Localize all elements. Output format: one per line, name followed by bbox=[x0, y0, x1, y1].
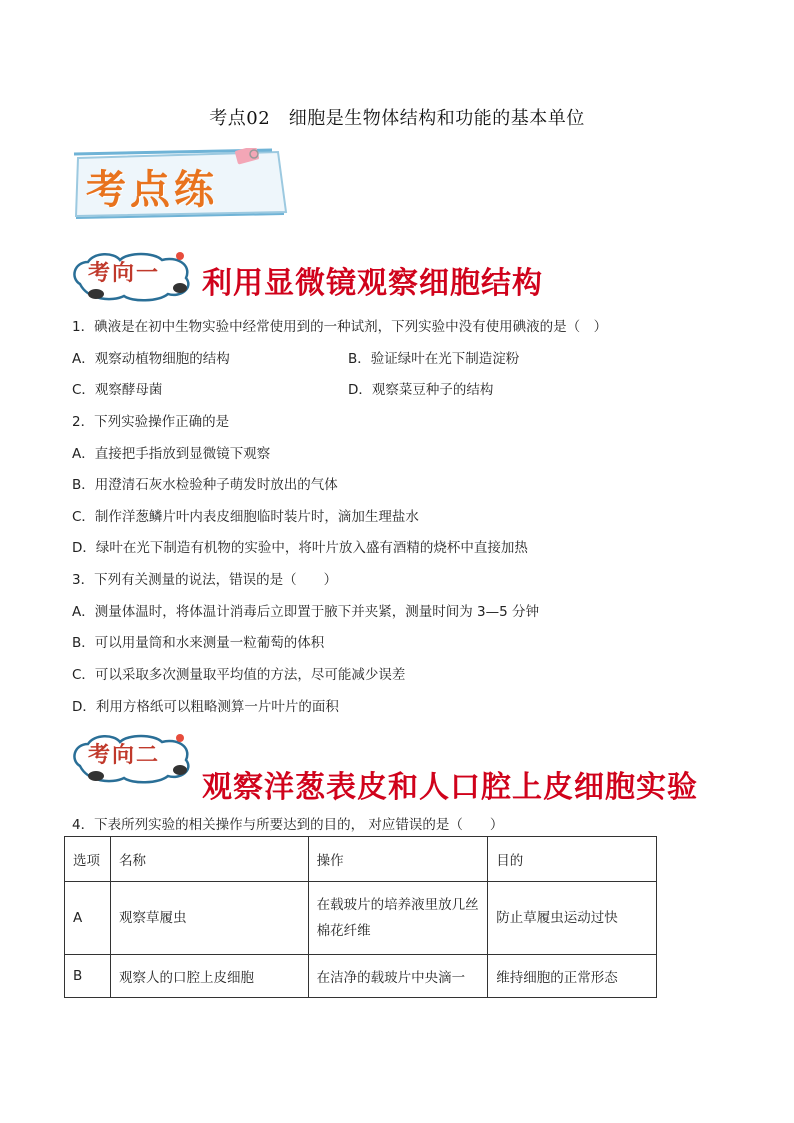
question-option: B．可以用量筒和水来测量一粒葡萄的体积 bbox=[72, 635, 325, 651]
question-option: D．绿叶在光下制造有机物的实验中，将叶片放入盛有酒精的烧杯中直接加热 bbox=[72, 540, 528, 556]
experiment-table bbox=[64, 836, 657, 998]
section-badge-1 bbox=[68, 248, 198, 306]
question-option: B．用澄清石灰水检验种子萌发时放出的气体 bbox=[72, 477, 338, 493]
table-header-cell: 名称 bbox=[110, 837, 308, 882]
table-cell: 在载玻片的培养液里放几丝棉花纤维 bbox=[308, 882, 488, 955]
question-stem: 3．下列有关测量的说法，错误的是（ ） bbox=[72, 572, 338, 588]
table-header-row bbox=[65, 837, 657, 882]
table-cell: 观察草履虫 bbox=[110, 882, 308, 955]
table-cell: 防止草履虫运动过快 bbox=[488, 882, 657, 955]
table-cell: 在洁净的载玻片中央滴一 bbox=[308, 955, 488, 998]
question-stem: 4．下表所列实验的相关操作与所要达到的目的， 对应错误的是（ ） bbox=[72, 817, 504, 833]
table-header-cell: 选项 bbox=[65, 837, 111, 882]
table-row bbox=[65, 955, 657, 998]
section-badge-label: 考向一 bbox=[88, 260, 161, 286]
question-option: C．制作洋葱鳞片叶内表皮细胞临时装片时，滴加生理盐水 bbox=[72, 509, 419, 525]
section-badge-label: 考向二 bbox=[88, 742, 161, 768]
question-option: A．直接把手指放到显微镜下观察 bbox=[72, 446, 271, 462]
page-title: 考点02 细胞是生物体结构和功能的基本单位 bbox=[209, 108, 585, 129]
question-option: C．观察酵母菌 bbox=[72, 382, 163, 398]
table-header-cell: 目的 bbox=[488, 837, 657, 882]
question-option: A．观察动植物细胞的结构 bbox=[72, 351, 230, 367]
table-row bbox=[65, 882, 657, 955]
question-option: B．验证绿叶在光下制造淀粉 bbox=[348, 351, 520, 367]
section-badge-2 bbox=[68, 730, 198, 788]
table-cell: 维持细胞的正常形态 bbox=[488, 955, 657, 998]
question-stem: 1．碘液是在初中生物实验中经常使用到的一种试剂，下列实验中没有使用碘液的是（ ） bbox=[72, 319, 608, 335]
question-option: C．可以采取多次测量取平均值的方法，尽可能减少误差 bbox=[72, 667, 406, 683]
question-option: A．测量体温时，将体温计消毒后立即置于腋下并夹紧，测量时间为 3—5 分钟 bbox=[72, 604, 539, 620]
section-title: 利用显微镜观察细胞结构 bbox=[202, 266, 543, 301]
section-title: 观察洋葱表皮和人口腔上皮细胞实验 bbox=[202, 770, 698, 805]
table-cell: B bbox=[65, 955, 111, 998]
table-cell: 观察人的口腔上皮细胞 bbox=[110, 955, 308, 998]
table-cell: A bbox=[65, 882, 111, 955]
question-stem: 2．下列实验操作正确的是 bbox=[72, 414, 230, 430]
section-banner bbox=[72, 148, 292, 220]
table-header-cell: 操作 bbox=[308, 837, 488, 882]
question-option: D．利用方格纸可以粗略测算一片叶片的面积 bbox=[72, 699, 339, 715]
banner-label: 考点练 bbox=[86, 166, 218, 213]
question-option: D．观察菜豆种子的结构 bbox=[348, 382, 494, 398]
